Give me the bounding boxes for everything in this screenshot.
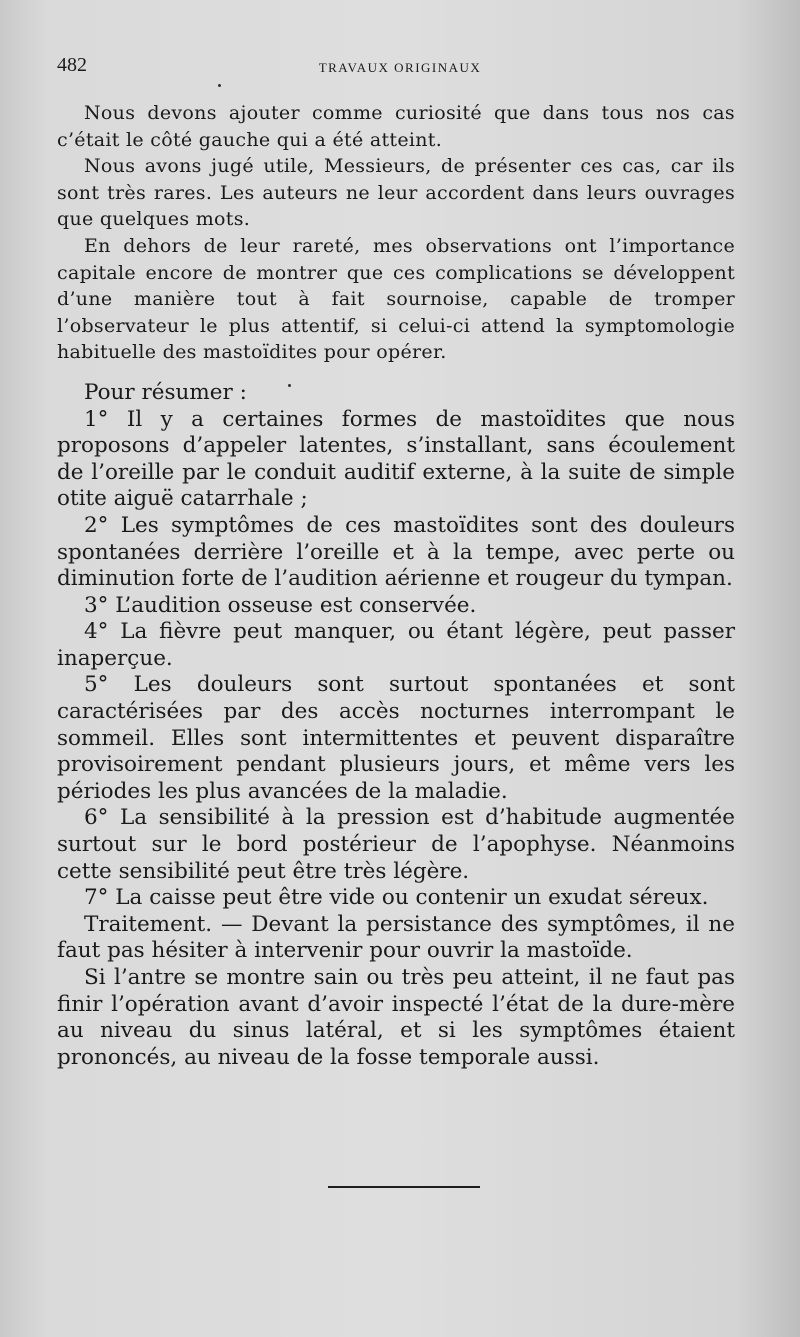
print-speck: [218, 84, 221, 87]
paragraph-gap: [57, 366, 735, 380]
paragraph-curiosity: Nous devons ajouter comme curiosité que dans tous nos cas c’était le côté gauche qui a été atteint.: [57, 102, 735, 151]
paragraph-importance: En dehors de leur rareté, mes observations ont l’importance capitale encore de montrer que ces complications se développent d’une manière tout à fait sournoise, capable de tromper l’observateur le plus attentif, si celui-ci attend la symptomologie habituelle des mastoïdites pour opérer.: [57, 234, 735, 364]
paragraph-point-4: 4° La fièvre peut manquer, ou étant légère, peut passer inaperçue.: [57, 619, 735, 671]
paragraph-point-1: 1° Il y a certaines formes de mastoïdites que nous proposons d’appeler latentes, s’installant, sans écoulement de l’oreille par le conduit auditif externe, à la suite de simple otite aiguë catarrhale ;: [57, 406, 735, 512]
page-number: 482: [57, 54, 87, 76]
paragraph-summary-intro: Pour résumer :: [84, 379, 247, 405]
paragraph-point-6: 6° La sensibilité à la pression est d’habitude augmentée surtout sur le bord postérieur de l’apophyse. Néanmoins cette sensibilité peut être très légère.: [57, 805, 735, 884]
paragraph-point-2: 2° Les symptômes de ces mastoïdites sont des douleurs spontanées derrière l’oreille et à la tempe, avec perte ou diminution forte de l’audition aérienne et rougeur du tympan.: [57, 512, 735, 592]
paragraph-point-7: 7° La caisse peut être vide ou contenir un exudat séreux.: [84, 885, 709, 911]
paragraph-treatment: Traitement. — Devant la persistance des symptômes, il ne faut pas hésiter à intervenir pour ouvrir la mastoïde.: [57, 911, 735, 964]
paragraph-antre: Si l’antre se montre sain ou très peu atteint, il ne faut pas finir l’opération avant d’avoir inspecté l’état de la dure-mère au niveau du sinus latéral, et si les symptômes étaient prononcés, au niveau de la fosse temporale aussi.: [57, 965, 735, 1070]
print-speck: [288, 384, 291, 387]
paragraph-rare-cases: Nous avons jugé utile, Messieurs, de présenter ces cas, car ils sont très rares. Les auteurs ne leur accordent dans leurs ouvrages que quelques mots.: [57, 155, 735, 231]
running-head: TRAVAUX ORIGINAUX: [318, 60, 482, 75]
paragraph-point-5: 5° Les douleurs sont surtout spontanées et sont caractérisées par des accès nocturnes interrompant le sommeil. Elles sont intermittentes et peuvent disparaître provisoirement pendant plusieurs jours, et même vers les périodes les plus avancées de la maladie.: [57, 672, 735, 804]
body-text: [57, 100, 735, 1071]
end-rule: [328, 1186, 480, 1188]
paragraph-point-3: 3° L’audition osseuse est conservée.: [84, 592, 477, 618]
